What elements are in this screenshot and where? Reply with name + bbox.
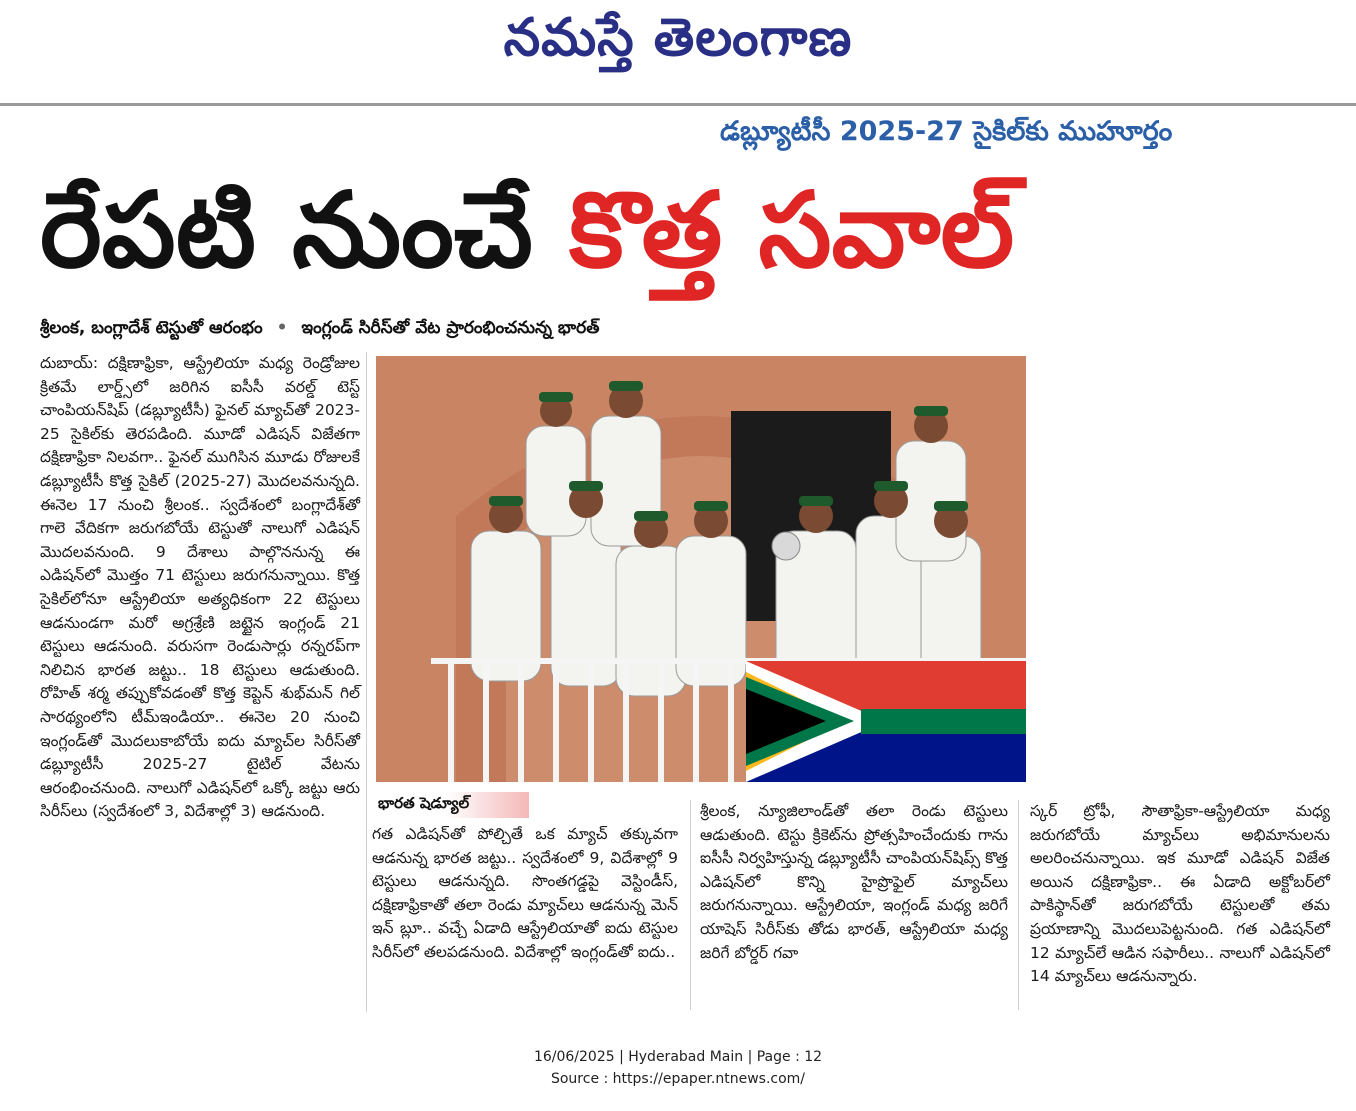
article-column-2: గత ఎడిషన్‌తో పోల్చితే ఒక మ్యాచ్ తక్కువగా ఆడనున్న భారత జట్టు.. స్వదేశంలో 9, విదేశాల్లో 9 టెస్టులు ఆడనున్నది. సొంతగడ్డపై వెస్టిండీస్, దక్షిణాఫ్రికాతో తలా రెండు మ్యాచ్‌లు ఆడనున్న మెన్ ఇన్ బ్లూ.. వచ్చే ఏడాది ఆస్ట్రేలియాతో ఐదు టెస్టుల సిరీస్‌లో తలపడనుంది. విదేశాల్లో ఇంగ్లండ్‌తో ఐదు.. [372, 825, 678, 961]
newspaper-logo: నమస్తే తెలంగాణ [503, 8, 853, 68]
team-photo [376, 356, 1026, 782]
article-column-3: శ్రీలంక, న్యూజిలాండ్‌తో తలా రెండు టెస్టులు ఆడుతుంది. టెస్టు క్రికెట్‌ను ప్రోత్సహించేందుకు గాను ఐసీసీ నిర్వహిస్తున్న డబ్ల్యూటీసీ చాంపియన్‌షిప్స్ కొత్త ఎడిషన్‌లో కొన్ని హైప్రొఫైల్ మ్యాచ్‌లు జరుగనున్నాయి. ఆస్ట్రేలియా, ఇంగ్లండ్ మధ్య జరిగే యాషెస్ సిరీస్‌కు తోడు భారత్, ఆస్ట్రేలియా మధ్య జరిగే బోర్డర్ గవా [700, 802, 1008, 962]
masthead [0, 0, 1356, 100]
headline-part-black: రేపటి నుంచే [40, 169, 533, 291]
side-heading-label: భారత షెడ్యూల్ [378, 792, 529, 818]
article-subhead [40, 318, 860, 342]
article-kicker: డబ్ల్యూటీసీ 2025-27 సైకిల్‌కు ముహూర్తం [720, 116, 1173, 147]
column-divider [690, 800, 691, 1010]
column-divider [366, 352, 367, 1012]
source-link[interactable]: Source : https://epaper.ntnews.com/ [550, 1071, 806, 1087]
subhead-right: ఇంగ్లండ్ సిరీస్‌తో వేట ప్రారంభించనున్న భారత్ [301, 318, 600, 338]
side-heading [378, 792, 698, 818]
article-column-1: దుబాయ్: దక్షిణాఫ్రికా, ఆస్ట్రేలియా మధ్య రెండ్రోజుల క్రితమే లార్డ్స్‌లో జరిగిన ఐసీసీ వరల్డ్ టెస్ట్ చాంపియన్‌షిప్ (డబ్ల్యూటీసీ) ఫైనల్ మ్యాచ్‌తో 2023-25 సైకిల్‌కు తెరపడింది. మూడో ఎడిషన్ విజేతగా దక్షిణాఫ్రికా నిలవగా.. ఫైనల్ ముగిసిన మూడు రోజులకే డబ్ల్యూటీసీ కొత్త సైకిల్ (2025-27) మొదలవనున్నది. ఈనెల 17 నుంచి శ్రీలంక.. స్వదేశంలో బంగ్లాదేశ్‌తో గాలె వేదికగా జరుగబోయే టెస్టుతో నాలుగో ఎడిషన్ మొదలవనుంది. 9 దేశాలు పాల్గొననున్న ఈ ఎడిషన్‌లో మొత్తం 71 టెస్టులు జరుగనున్నాయి. కొత్త సైకిల్‌లోనూ ఆస్ట్రేలియా అత్యధికంగా 22 టెస్టులు ఆడనుండగా మరో అగ్రశ్రేణి జట్టైన ఇంగ్లండ్ 21 టెస్టులు ఆడనుంది. వరుసగా రెండుసార్లు రన్నరప్‌గా నిలిచిన భారత జట్టు.. 18 టెస్టులు ఆడుతుంది. రోహిత్ శర్మ తప్పుకోవడంతో కొత్త కెప్టెన్ శుభ్‌మన్ గిల్ సారథ్యంలోని టీమ్ఇండియా.. ఈనెల 20 నుంచి ఇంగ్లండ్‌తో మొదలుకాబోయే ఐదు మ్యాచ్‌ల సిరీస్‌తో డబ్ల్యూటీసీ 2025-27 టైటిల్ వేటను ఆరంభించనుంది. నాలుగో ఎడిషన్‌లో ఒక్కో జట్టు ఆరు సిరీస్‌లు (స్వదేశంలో 3, విదేశాల్లో 3) ఆడనుంది. [40, 354, 360, 821]
headline-part-red: కొత్త సవాల్ [569, 169, 1015, 291]
article-column-4: స్కర్ ట్రోఫీ, సౌతాఫ్రికా-ఆస్ట్రేలియా మధ్య జరుగబోయే మ్యాచ్‌లు అభిమానులను అలరించనున్నాయి. ఇక మూడో ఎడిషన్ విజేత అయిన దక్షిణాఫ్రికా.. ఈ ఏడాది అక్టోబర్‌లో పాకిస్థాన్‌తో జరుగబోయే టెస్టులతో తమ ప్రయాణాన్ని మొదలుపెట్టనుంది. గత ఎడిషన్‌లో 12 మ్యాచ్‌లే ఆడిన సఫారీలు.. నాలుగో ఎడిషన్‌లో 14 మ్యాచ్‌లు ఆడనున్నారు. [1030, 802, 1330, 986]
column-divider [1018, 800, 1019, 1010]
edition-info: 16/06/2025 | Hyderabad Main | Page : 12 [533, 1049, 823, 1065]
team-photo-illustration [376, 356, 1026, 782]
page-footer [0, 1046, 1356, 1090]
bullet-icon: • [276, 318, 288, 338]
subhead-left: శ్రీలంక, బంగ్లాదేశ్ టెస్టుతో ఆరంభం [40, 318, 263, 338]
masthead-divider [0, 103, 1356, 106]
article-headline [40, 155, 1340, 315]
